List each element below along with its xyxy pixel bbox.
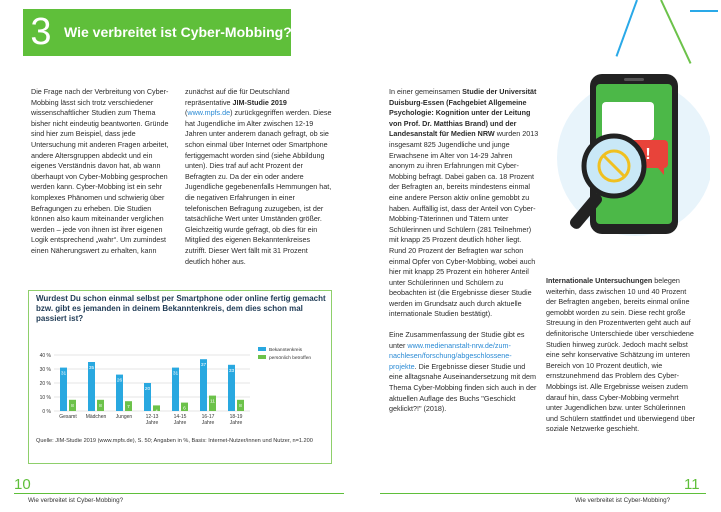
x-tick-label: Gesamt [59, 414, 77, 420]
left-footer-text: Wie verbreitet ist Cyber-Mobbing? [28, 497, 124, 504]
chart-source: Quelle: JIM-Studie 2019 (www.mpfs.de), S. 50; Angaben in %, Basis: Internet-Nutzer/innen und Nutzer, n=1.200 [36, 438, 313, 444]
data-label: 8 [239, 403, 242, 409]
right-footer-text: Wie verbreitet ist Cyber-Mobbing? [575, 497, 671, 504]
data-label: 6 [183, 406, 186, 412]
text-span: wurden 2013 insgesamt 825 Jugendliche und junge Erwachsene im Alter von 14-29 Jahren anonym zu ihren Erfahrungen mit Cyber-Mobbing befragt. Dabei gaben ca. 18 Prozent der Befragten an, bereits mindestens einmal eine andere Person aktiv online gemobbt zu haben. Auffällig ist, dass der Anteil von Cyber-Mobbing-Täterinnen und Tätern unter Schülerinnen und Schülern (281 Teilnehmer) mit knapp 25 Prozent deutlich höher liegt. Rund 20 Prozent der Befragten war schon einmal Opfer von Cyber-Mobbing, wobei auch hier mit knapp 25 Prozent ein höherer Anteil unter Schülerinnen und Schülern zu beobachten ist (die Ergebnisse dieser Studie werden im Grundsatz auch durch aktuelle internationale Studien bestätigt). [389, 129, 539, 319]
legend-label: persönlich betroffen [269, 356, 312, 361]
y-tick-label: 10 % [39, 395, 51, 401]
data-label: 35 [88, 366, 95, 371]
data-label: 7 [127, 405, 130, 411]
right-column-1 [389, 87, 539, 415]
medienanstalt-link[interactable]: www.medienanstalt-nrw.de/zum-nachlesen/forschung/abgeschlossene-projekte [389, 340, 512, 371]
x-tick-label: 14-15 [173, 414, 187, 420]
x-tick-label: Jahre [173, 420, 187, 426]
left-col1-text: Die Frage nach der Verbreitung von Cyber-Mobbing lässt sich trotz verschiedener wissenschaftlicher Studien zum Thema bisher nicht eindeutig beantworten. Gründe sind hier zum Beispiel, dass jede Untersuchung mit anderen Fragen arbeitet, andere Altersgruppen abdeckt und ein eigenes Verständnis davon hat, ab wann überhaupt von Cyber-Mobbing gesprochen werden kann. Cyber-Mobbing ist ein sehr komplexes Phänomen und schwierig über Befragungen zu erheben. Die Studien können also kaum miteinander verglichen werden – jede von ihnen ist ihrer eigenen Logik entsprechend „wahr“. Um zumindest einen Näherungswert zu erhalten, kann [31, 87, 169, 255]
data-label: 31 [60, 371, 67, 377]
footer-rule-left [14, 493, 344, 494]
bar-chart [30, 345, 328, 435]
chapter-number: 3 [30, 11, 52, 53]
svg-text:!: ! [645, 146, 651, 163]
x-tick-label: Mädchen [85, 414, 107, 420]
right-col1-p1 [389, 87, 539, 320]
right-page-number: 11 [684, 476, 700, 493]
data-label: 26 [116, 378, 123, 384]
chapter-title: Wie verbreitet ist Cyber-Mobbing? [64, 24, 292, 40]
chart-title: Wurdest Du schon einmal selbst per Smartphone oder online fertig gemacht bzw. gibt es jemanden in deinem Bekanntenkreis, dem dies schon mal passiert ist? [36, 294, 326, 323]
text-span: . Die Ergebnisse dieser Studie und eine alltagsnahe Auseinandersetzung mit dem Thema Cyber-Mobbing finden sich auch in der aktuellen Auflage des Buchs "Geschickt geklickt?!" (2018). [389, 361, 537, 414]
study-name: Studie der Universität Duisburg-Essen (Fachgebiet Allgemeine Psychologie: Kognition unter der Leitung von Prof. Dr. Matthias Brand) und der Landesanstalt für Medien NRW [389, 87, 537, 139]
text-span: zurückgegriffen werden. Diese hat Jugendliche im Alter zwischen 12-19 Jahren unter anderem danach gefragt, ob sie schon einmal über Internet oder Smartphone fertiggemacht worden sind (siehe Abbildung unten). Dies traf auf acht Prozent der Befragten zu. Da der ein oder andere Jugendliche gegebenenfalls Hemmungen hat, die negativen Erfahrungen in einer telefonischen Befragung zuzugeben, ist der tatsächliche Wert unter Umständen größer. Gleichzeitig wurde gefragt, ob dies für ein Mitglied des eigenen Bekanntenkreises zutrifft. Dieser Wert fällt mit 31 Prozent deutlich höher aus. [185, 108, 332, 266]
data-label: 31 [172, 371, 179, 377]
data-label: 11 [210, 399, 215, 405]
smartphone-magnifier-illustration [540, 62, 710, 272]
left-column-2 [185, 87, 333, 267]
legend-label: Bekanntenkreis [269, 348, 303, 353]
legend-swatch [258, 347, 266, 351]
x-tick-label: Jahre [229, 420, 243, 426]
text-span: Eine Zusammenfassung der Studie gibt es unter [389, 330, 525, 350]
phone-speaker [624, 78, 644, 81]
x-tick-label: 12-13 [145, 414, 159, 420]
legend-swatch [258, 355, 266, 359]
decorative-line [616, 0, 638, 57]
x-tick-label: Jahre [201, 420, 215, 426]
y-tick-label: 40 % [39, 353, 51, 359]
right-col2-text [546, 276, 696, 435]
text-span: zunächst auf die für Deutschland repräsentative [185, 87, 290, 107]
x-tick-label: 18-19 [229, 414, 243, 420]
data-label: 4 [155, 409, 158, 415]
mpfs-link[interactable]: www.mpfs.de [187, 108, 231, 118]
x-tick-label: 16-17 [201, 414, 215, 420]
data-label: 33 [228, 368, 235, 374]
text-span: belegen weiterhin, dass zwischen 10 und 40 Prozent der Befragten angeben, bereits einmal online gemobbt worden zu sein. Diese recht große Streuung in den Prozentwerten geht auch auf definitorische Unterschiede über verschiedene Studien hinweg zurück. Jedoch macht selbst eine sehr konservative Schätzung im unteren Bereich von 10 Prozent deutlich, wie ernstzunehmend das Problem des Cyber-Mobbings ist. Alle Ergebnisse weisen zudem darauf hin, dass Cyber-Mobbing vermehrt unter Jugendlichen bzw. unter Schülerinnen und Schülern stattfindet und überwiegend über soziale Netzwerke geschieht. [546, 276, 696, 434]
text-span: In einer gemeinsamen [389, 87, 463, 96]
left-page-number: 10 [14, 476, 31, 493]
data-label: 20 [144, 387, 151, 392]
right-col1-p2 [389, 330, 539, 415]
data-label: 8 [71, 403, 74, 409]
data-label: 37 [200, 363, 207, 369]
left-col2-text: zunächst auf die für Deutschland repräsentative JIM-Studie 2019 (www.mpfs.de) zurückgegriffen werden. Diese hat Jugendliche im Alter zwischen 12-19 Jahren unter anderem danach gefragt, ob sie schon einmal über Internet oder Smartphone fertiggemacht worden sind (siehe Abbildung unten). Dies traf auf acht Prozent der Befragten zu. Da der ein oder andere Jugendliche gegebenenfalls Hemmungen hat, die negativen Erfahrungen in einer telefonischen Befragung zuzugeben, ist der tatsächliche Wert unter Umständen größer. Gleichzeitig wurde gefragt, ob dies für ein Mitglied des eigenen Bekanntenkreises zutrifft. Dieser Wert fällt mit 31 Prozent deutlich höher aus. [185, 87, 332, 266]
y-tick-label: 30 % [39, 367, 51, 373]
x-tick-label: Jahre [145, 420, 159, 426]
decorative-line [660, 0, 691, 64]
y-tick-label: 20 % [39, 381, 51, 387]
international-studies-heading: Internationale Untersuchungen [546, 276, 653, 285]
right-column-2 [546, 276, 696, 435]
footer-rule-right [380, 493, 706, 494]
jim-study-name: JIM-Studie 2019 [232, 97, 287, 107]
left-column-1 [31, 87, 173, 257]
data-label: 8 [99, 403, 102, 409]
x-tick-label: Jungen [115, 414, 133, 420]
decorative-line [690, 10, 718, 12]
y-tick-label: 0 % [42, 409, 51, 415]
